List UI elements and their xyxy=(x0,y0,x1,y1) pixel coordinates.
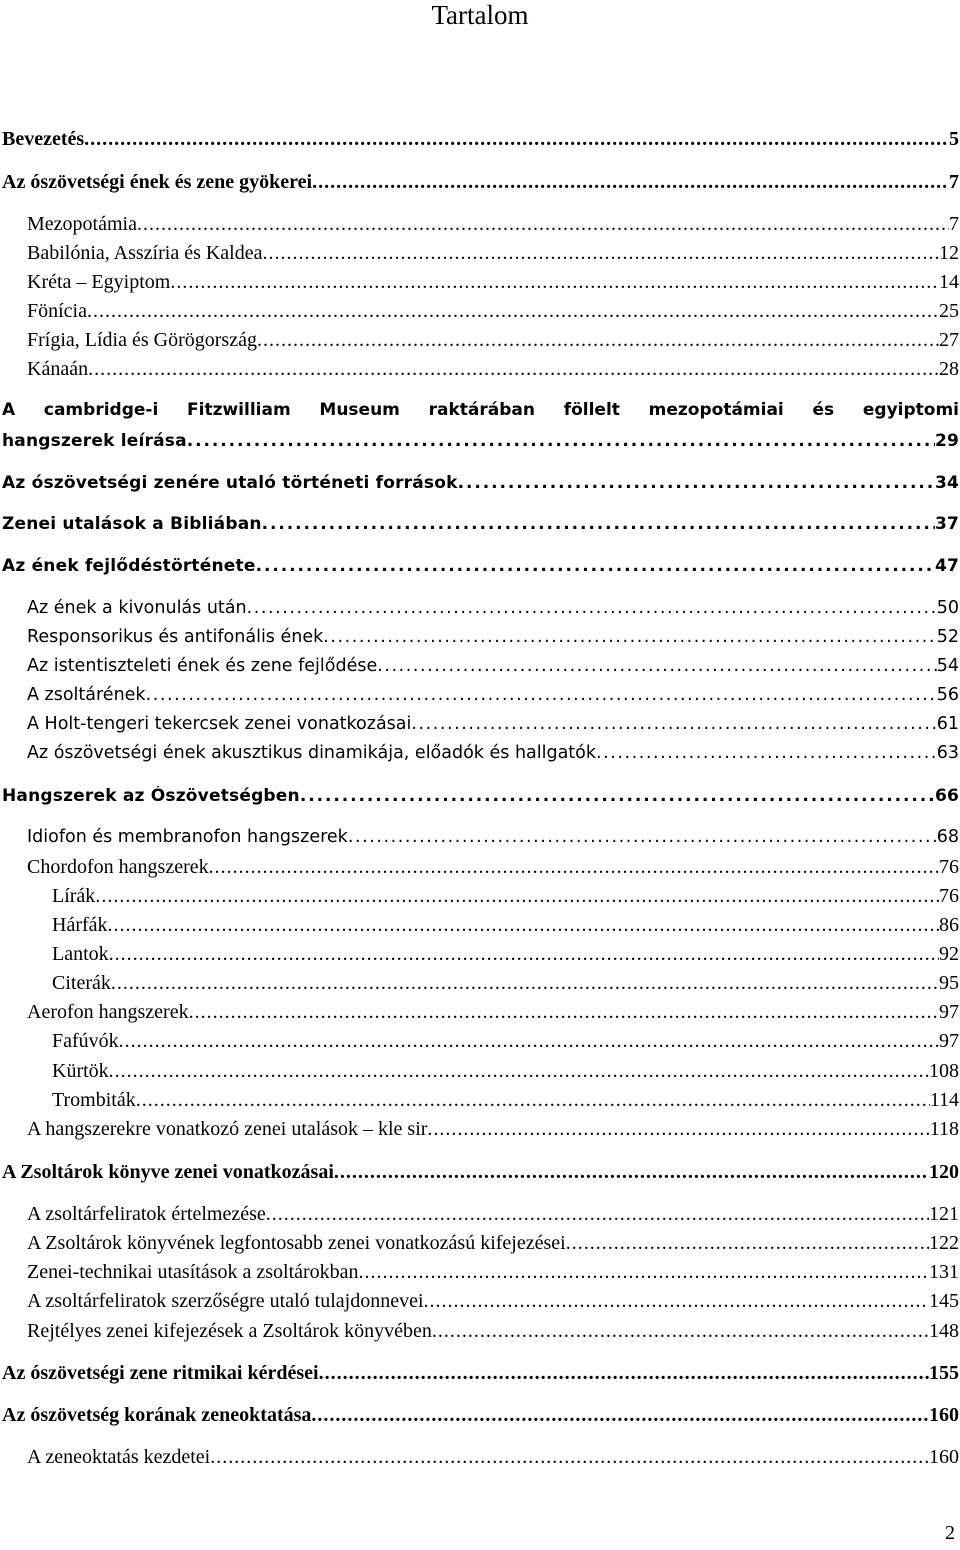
toc-entry-page: 118 xyxy=(929,1118,959,1140)
toc-entry-lantok[interactable] xyxy=(2,943,959,966)
toc-entry-akusztikus[interactable] xyxy=(2,743,959,763)
dot-leader xyxy=(359,1261,929,1284)
toc-entry-page: 63 xyxy=(936,743,959,763)
toc-entry-page: 54 xyxy=(936,656,959,676)
toc-entry-kivonulas[interactable] xyxy=(2,598,959,618)
toc-entry-gyokerei[interactable] xyxy=(2,171,959,194)
dot-leader xyxy=(109,1060,929,1083)
dot-leader xyxy=(566,1232,929,1255)
dot-leader xyxy=(108,914,939,937)
toc-entry-label: A zsoltárfeliratok szerzőségre utaló tulajdonnevei xyxy=(27,1290,424,1312)
toc-entry-page: 160 xyxy=(929,1446,959,1468)
toc-entry-page: 148 xyxy=(929,1320,959,1342)
toc-entry-tulajdonnevei[interactable] xyxy=(2,1290,959,1313)
dot-leader xyxy=(111,972,939,995)
toc-entry-page: 34 xyxy=(934,473,959,493)
toc-entry-page: 122 xyxy=(929,1232,959,1254)
toc-entry-label: Fafúvók xyxy=(52,1030,119,1052)
toc-entry-page: 95 xyxy=(939,972,959,994)
dot-leader xyxy=(348,827,937,847)
toc-entry-page: 7 xyxy=(949,213,959,235)
toc-entry-page: 120 xyxy=(929,1161,959,1183)
toc-entry-label: Mezopotámia xyxy=(27,213,137,235)
toc-entry-label: Az ószövetségi zenére utaló történeti források xyxy=(2,473,458,493)
toc-entry-label: Bevezetés xyxy=(2,128,85,150)
toc-entry-label: Lírák xyxy=(52,885,96,907)
toc-entry-label: Fönícia xyxy=(27,300,87,322)
toc-entry-trombitak[interactable] xyxy=(2,1089,959,1112)
toc-entry-label: Az ének fejlődéstörténete xyxy=(2,556,256,576)
toc-entry-page: 145 xyxy=(929,1290,959,1312)
toc-entry-label: Frígia, Lídia és Görögország xyxy=(27,329,257,351)
dot-leader xyxy=(137,213,949,236)
toc-entry-label: A Zsoltárok könyvének legfontosabb zenei vonatkozású kifejezései xyxy=(27,1232,566,1254)
toc-entry-harfak[interactable] xyxy=(2,914,959,937)
toc-entry-label: Aerofon hangszerek xyxy=(27,1001,189,1023)
toc-entry-fafuvok[interactable] xyxy=(2,1030,959,1053)
toc-entry-page: 76 xyxy=(939,885,959,907)
dot-leader xyxy=(136,1089,930,1112)
toc-entry-hangszerek[interactable] xyxy=(2,786,959,806)
toc-entry-label: A Holt-tengeri tekercsek zenei vonatkozásai xyxy=(27,714,412,734)
toc-entry-chordofon[interactable] xyxy=(2,856,959,879)
toc-entry-page: 97 xyxy=(939,1030,959,1052)
toc-entry-aerofon[interactable] xyxy=(2,1001,959,1024)
dot-leader xyxy=(334,1161,929,1184)
dot-leader xyxy=(427,1118,929,1141)
toc-entry-mezopotamia[interactable] xyxy=(2,213,959,236)
dot-leader xyxy=(458,473,935,493)
toc-entry-label: Lantok xyxy=(52,943,109,965)
toc-entry-page: 37 xyxy=(934,514,959,534)
dot-leader xyxy=(596,743,937,763)
toc-entry-page: 28 xyxy=(939,358,959,380)
toc-entry-fonicia[interactable] xyxy=(2,300,959,323)
toc-entry-label: Babilónia, Asszíria és Kaldea xyxy=(27,242,263,264)
toc-entry-zeneoktatasa[interactable] xyxy=(2,1404,959,1427)
toc-entry-label: Trombiták xyxy=(52,1089,136,1111)
toc-entry-rejtelyes[interactable] xyxy=(2,1320,959,1343)
toc-entry-page: 155 xyxy=(929,1362,959,1384)
toc-entry-page: 131 xyxy=(929,1261,959,1283)
toc-entry-page: 47 xyxy=(934,556,959,576)
dot-leader xyxy=(319,1362,929,1385)
toc-entry-label: Az ószövetségi ének akusztikus dinamikája, előadók és hallgatók xyxy=(27,743,597,763)
page-number: 2 xyxy=(945,1522,955,1544)
dot-leader xyxy=(411,714,936,734)
toc-entry-kreta[interactable] xyxy=(2,271,959,294)
dot-leader xyxy=(189,1001,939,1024)
dot-leader xyxy=(88,358,939,381)
toc-entry-page: 7 xyxy=(949,171,959,193)
toc-entry-page: 97 xyxy=(939,1001,959,1023)
toc-entry-page: 160 xyxy=(929,1404,959,1426)
toc-entry-fitzwilliam[interactable] xyxy=(2,399,959,421)
toc-entry-citerak[interactable] xyxy=(2,972,959,995)
toc-entry-zsoltarfeliratok[interactable] xyxy=(2,1203,959,1226)
toc-entry-label: A zsoltárének xyxy=(27,685,146,705)
toc-entry-page: 114 xyxy=(929,1089,959,1111)
dot-leader xyxy=(256,556,935,576)
toc-entry-label: A zeneoktatás kezdetei xyxy=(27,1446,211,1468)
dot-leader xyxy=(209,856,939,879)
toc-entry-label: A zsoltárfeliratok értelmezése xyxy=(27,1203,266,1225)
toc-entry-zsoltarok-konyve[interactable] xyxy=(2,1161,959,1184)
dot-leader xyxy=(323,627,936,647)
toc-entry-label: Kréta – Egyiptom xyxy=(27,271,171,293)
toc-entry-kanaan[interactable] xyxy=(2,358,959,381)
toc-entry-page: 50 xyxy=(936,598,959,618)
toc-entry-page: 68 xyxy=(936,827,959,847)
toc-entry-label: Az ószövetség korának zeneoktatása xyxy=(2,1404,312,1426)
dot-leader xyxy=(377,656,936,676)
toc-entry-label: Hárfák xyxy=(52,914,108,936)
toc-entry-kifejezesei[interactable] xyxy=(2,1232,959,1255)
toc-entry-label-line2: hangszerek leírása xyxy=(2,431,187,451)
dot-leader xyxy=(266,1203,929,1226)
toc-entry-label: A hangszerekre vonatkozó zenei utalások – kle sir xyxy=(27,1118,428,1140)
toc-entry-responsorikus[interactable] xyxy=(2,627,959,647)
dot-leader xyxy=(257,329,939,352)
toc-entry-babilonia[interactable] xyxy=(2,242,959,265)
dot-leader xyxy=(300,786,935,806)
toc-entry-label: Zenei-technikai utasítások a zsoltárokban xyxy=(27,1261,359,1283)
toc-entry-istentiszteleti[interactable] xyxy=(2,656,959,676)
toc-entry-label: Rejtélyes zenei kifejezések a Zsoltárok könyvében xyxy=(27,1320,432,1342)
toc-entry-holttengeri[interactable] xyxy=(2,714,959,734)
toc-entry-page: 52 xyxy=(936,627,959,647)
toc-entry-page: 92 xyxy=(939,943,959,965)
toc-entry-label: Responsorikus és antifonális ének xyxy=(27,627,324,647)
toc-entry-page: 27 xyxy=(939,329,959,351)
dot-leader xyxy=(146,685,937,705)
toc-entry-label: Kürtök xyxy=(52,1060,109,1082)
toc-entry-utasitasok[interactable] xyxy=(2,1261,959,1284)
toc-entry-page: 86 xyxy=(939,914,959,936)
toc-entry-label: Az ószövetségi zene ritmikai kérdései xyxy=(2,1362,319,1384)
toc-entry-label: Idiofon és membranofon hangszerek xyxy=(27,827,348,847)
dot-leader xyxy=(87,300,939,323)
dot-leader xyxy=(109,943,939,966)
toc-entry-page: 66 xyxy=(934,786,959,806)
toc-entry-fitzwilliam-line2[interactable] xyxy=(2,431,959,451)
toc-entry-lirak[interactable] xyxy=(2,885,959,908)
toc-entry-page: 14 xyxy=(939,271,959,293)
dot-leader xyxy=(170,271,939,294)
dot-leader xyxy=(312,171,949,194)
dot-leader xyxy=(119,1030,939,1053)
toc-entry-label-line1: A cambridge-i Fitzwilliam Museum raktárában föllelt mezopotámiai és egyiptomi xyxy=(2,400,959,420)
dot-leader xyxy=(263,242,940,265)
toc-entry-kezdetei[interactable] xyxy=(2,1446,959,1469)
toc-entry-page: 12 xyxy=(939,242,959,264)
dot-leader xyxy=(84,128,949,151)
dot-leader xyxy=(311,1404,929,1427)
toc-entry-label: Az ének a kivonulás után xyxy=(27,598,247,618)
toc-entry-kurtok[interactable] xyxy=(2,1060,959,1083)
dot-leader xyxy=(187,431,935,451)
dot-leader xyxy=(432,1320,929,1343)
toc-entry-label: Az istentiszteleti ének és zene fejlődése xyxy=(27,656,378,676)
toc-entry-zeneiutalasok[interactable] xyxy=(2,514,959,534)
toc-entry-frigia[interactable] xyxy=(2,329,959,352)
toc-entry-ritmikai[interactable] xyxy=(2,1362,959,1385)
dot-leader xyxy=(95,885,939,908)
toc-entry-tortenetiforrasok[interactable] xyxy=(2,473,959,493)
dot-leader xyxy=(247,598,937,618)
dot-leader xyxy=(262,514,935,534)
toc-entry-page: 29 xyxy=(934,431,959,451)
toc-entry-page: 108 xyxy=(929,1060,959,1082)
toc-entry-bevezetes[interactable] xyxy=(2,128,959,151)
toc-entry-label: Az ószövetségi ének és zene gyökerei xyxy=(2,171,313,193)
toc-entry-idiofon[interactable] xyxy=(2,827,959,847)
toc-entry-page: 61 xyxy=(936,714,959,734)
toc-entry-label: Hangszerek az Ószövetségben xyxy=(2,786,300,806)
toc-entry-page: 121 xyxy=(929,1203,959,1225)
toc-entry-label: Zenei utalások a Bibliában xyxy=(2,514,262,534)
toc-entry-label: Kánaán xyxy=(27,358,89,380)
toc-entry-page: 5 xyxy=(949,128,959,150)
toc-entry-label: Citerák xyxy=(52,972,111,994)
toc-entry-page: 76 xyxy=(939,856,959,878)
toc-entry-label: A Zsoltárok könyve zenei vonatkozásai xyxy=(2,1161,334,1183)
toc-entry-label: Chordofon hangszerek xyxy=(27,856,209,878)
toc-entry-klesir[interactable] xyxy=(2,1118,959,1141)
dot-leader xyxy=(424,1290,929,1313)
toc-entry-fejlodestortenete[interactable] xyxy=(2,556,959,576)
toc-entry-zsoltarenek[interactable] xyxy=(2,685,959,705)
toc-entry-page: 56 xyxy=(936,685,959,705)
dot-leader xyxy=(210,1446,929,1469)
page-title: Tartalom xyxy=(431,0,529,30)
toc-entry-page: 25 xyxy=(939,300,959,322)
